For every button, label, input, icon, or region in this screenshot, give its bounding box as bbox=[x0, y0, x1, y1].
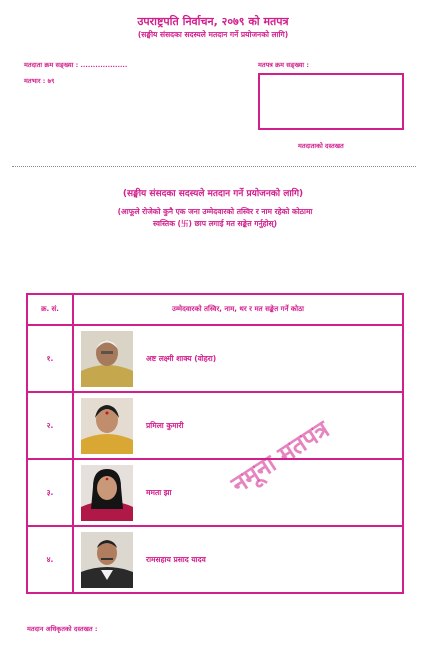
voting-instruction bbox=[60, 206, 370, 230]
candidate-serial: २. bbox=[27, 392, 73, 459]
candidate-2-photo bbox=[81, 398, 133, 454]
candidate-column-header: उम्मेदवारको तस्विर, नाम, थर र मत सङ्केत गर्ने कोठा bbox=[73, 294, 403, 325]
ballot-subtitle: (सङ्घीय संसदका सदस्यले मतदान गर्ने प्रयोजनको लागि) bbox=[137, 30, 289, 39]
voter-signature-label: मतदाताको दस्तखत bbox=[298, 142, 344, 150]
ballot-serial-field: मतपत्र क्रम सङ्ख्या : bbox=[258, 61, 309, 69]
instruction-line-2: स्वस्तिक (卐) छाप लगाई मत सङ्केत गर्नुहोस्) bbox=[152, 219, 278, 228]
candidate-row-3[interactable] bbox=[27, 459, 403, 526]
candidate-name: प्रमिला कुमारी bbox=[146, 421, 184, 430]
candidate-serial: ४. bbox=[27, 526, 73, 593]
candidate-name: अष्ट लक्ष्मी शाक्य (वोहरा) bbox=[146, 354, 217, 363]
section-heading: (सङ्घीय संसदका सदस्यले मतदान गर्ने प्रयोजनको लागि) bbox=[122, 189, 304, 199]
candidate-4-photo bbox=[81, 532, 133, 588]
ballot-title: उपराष्ट्रपति निर्वाचन, २०७९ को मतपत्र bbox=[137, 15, 289, 28]
candidate-row-2[interactable] bbox=[27, 392, 403, 459]
cut-line-divider bbox=[12, 166, 416, 167]
candidate-vote-cell[interactable] bbox=[73, 526, 403, 593]
voter-serial-field: मतदाता क्रम सङ्ख्या : ................... bbox=[24, 61, 128, 69]
candidate-row-4[interactable] bbox=[27, 526, 403, 593]
candidate-name: रामसहाय प्रसाद यादव bbox=[146, 555, 206, 564]
serial-column-header: क्र. सं. bbox=[27, 294, 73, 325]
officer-signature-label: मतदान अधिकृतको दस्तखत : bbox=[27, 625, 98, 633]
candidate-row-1[interactable] bbox=[27, 325, 403, 392]
candidate-vote-cell[interactable] bbox=[73, 392, 403, 459]
candidate-serial: ३. bbox=[27, 459, 73, 526]
candidate-vote-cell[interactable] bbox=[73, 325, 403, 392]
candidate-serial: १. bbox=[27, 325, 73, 392]
candidate-1-photo bbox=[81, 331, 133, 387]
table-header-row bbox=[27, 294, 403, 325]
voter-signature-box[interactable] bbox=[258, 73, 404, 130]
vote-weight-field: मतभार : ७९ bbox=[24, 77, 55, 85]
sample-ballot-watermark: नमूना मतपत्र bbox=[226, 415, 335, 499]
candidate-table bbox=[26, 293, 404, 594]
instruction-line-1: (आफूले रोजेको कुनै एक जना उम्मेदवारको तस्विर र नाम रहेको कोठामा bbox=[117, 207, 313, 216]
candidate-vote-cell[interactable] bbox=[73, 459, 403, 526]
candidate-3-photo bbox=[81, 465, 133, 521]
candidate-name: ममता झा bbox=[146, 488, 172, 497]
